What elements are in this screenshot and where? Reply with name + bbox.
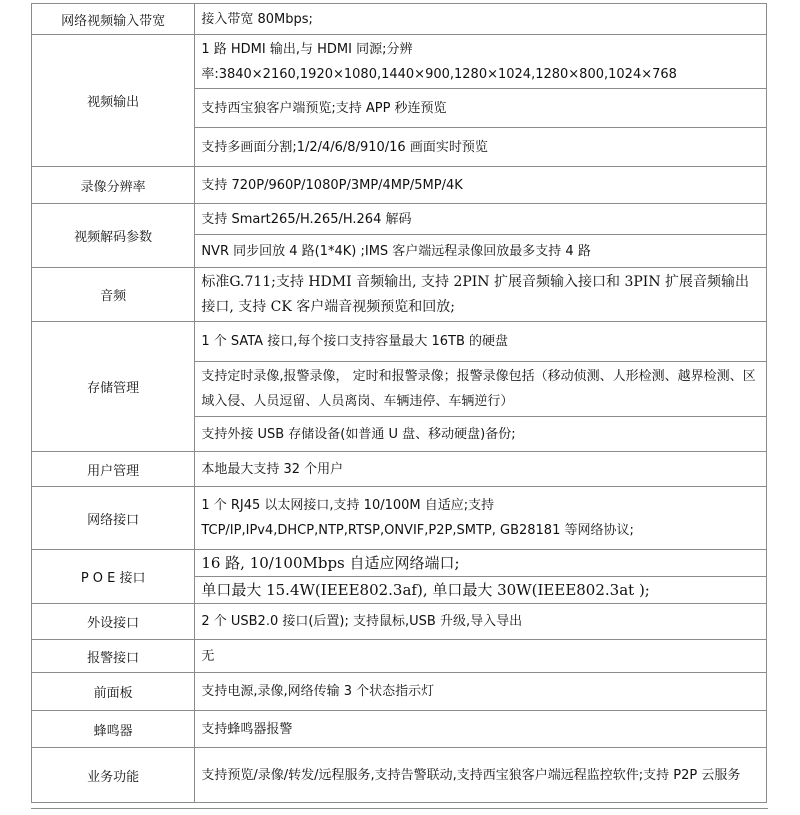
video-output-preview-value: 支持西宝狼客户端预览;支持 APP 秒连预览 <box>195 89 767 128</box>
video-output-split-value: 支持多画面分割;1/2/4/6/8/910/16 画面实时预览 <box>195 128 767 167</box>
poe-ports-value: 16 路, 10/100Mbps 自适应网络端口; <box>195 550 767 577</box>
row-label-network: 网络接口 <box>32 487 195 550</box>
row-label-decode: 视频解码参数 <box>32 204 195 268</box>
row-label-video-output: 视频输出 <box>32 35 195 167</box>
table-row <box>32 604 767 640</box>
table-row <box>32 4 767 35</box>
table-row <box>32 35 767 89</box>
front-panel-value: 支持电源,录像,网络传输 3 个状态指示灯 <box>195 673 767 711</box>
table-row <box>32 711 767 748</box>
table-row <box>32 167 767 204</box>
table-row <box>32 452 767 487</box>
audio-value: 标准G.711;支持 HDMI 音频输出, 支持 2PIN 扩展音频输入接口和 3PIN 扩展音频输出接口, 支持 CK 客户端音视频预览和回放; <box>195 268 767 322</box>
table-row <box>32 487 767 550</box>
row-label-business: 业务功能 <box>32 748 195 803</box>
table-row <box>32 673 767 711</box>
table-row <box>32 550 767 577</box>
storage-usb-backup-value: 支持外接 USB 存储设备(如普通 U 盘、移动硬盘)备份; <box>195 417 767 452</box>
bandwidth-value: 接入带宽 80Mbps; <box>195 4 767 35</box>
row-label-storage: 存储管理 <box>32 322 195 452</box>
row-label-peripheral: 外设接口 <box>32 604 195 640</box>
row-label-alarm: 报警接口 <box>32 640 195 673</box>
row-label-audio: 音频 <box>32 268 195 322</box>
alarm-value: 无 <box>195 640 767 673</box>
storage-sata-value: 1 个 SATA 接口,每个接口支持容量最大 16TB 的硬盘 <box>195 322 767 362</box>
table-row <box>32 268 767 322</box>
table-row <box>32 748 767 803</box>
business-value: 支持预览/录像/转发/远程服务,支持告警联动,支持西宝狼客户端远程监控软件;支持 P2P 云服务 <box>195 748 767 803</box>
storage-record-mode-value: 支持定时录像,报警录像， 定时和报警录像；报警录像包括（移动侦测、人形检测、越界检测、区域入侵、人员逗留、人员离岗、车辆违停、车辆逆行） <box>195 362 767 417</box>
row-label-buzzer: 蜂鸣器 <box>32 711 195 748</box>
table-row <box>32 204 767 235</box>
row-label-front-panel: 前面板 <box>32 673 195 711</box>
decode-codec-value: 支持 Smart265/H.265/H.264 解码 <box>195 204 767 235</box>
spec-table <box>31 3 767 803</box>
record-resolution-value: 支持 720P/960P/1080P/3MP/4MP/5MP/4K <box>195 167 767 204</box>
network-value: 1 个 RJ45 以太网接口,支持 10/100M 自适应;支持 TCP/IP,IPv4,DHCP,NTP,RTSP,ONVIF,P2P,SMTP, GB28181 等网络协议; <box>195 487 767 550</box>
row-label-bandwidth: 网络视频输入带宽 <box>32 4 195 35</box>
video-output-hdmi-value: 1 路 HDMI 输出,与 HDMI 同源;分辨率:3840×2160,1920×1080,1440×900,1280×1024,1280×800,1024×768 <box>195 35 767 89</box>
users-value: 本地最大支持 32 个用户 <box>195 452 767 487</box>
row-label-record-resolution: 录像分辨率 <box>32 167 195 204</box>
table-row <box>32 322 767 362</box>
buzzer-value: 支持蜂鸣器报警 <box>195 711 767 748</box>
bottom-rule <box>31 808 768 809</box>
decode-playback-value: NVR 同步回放 4 路(1*4K) ;IMS 客户端远程录像回放最多支持 4 路 <box>195 235 767 268</box>
peripheral-value: 2 个 USB2.0 接口(后置); 支持鼠标,USB 升级,导入导出 <box>195 604 767 640</box>
row-label-users: 用户管理 <box>32 452 195 487</box>
table-row <box>32 640 767 673</box>
poe-power-value: 单口最大 15.4W(IEEE802.3af), 单口最大 30W(IEEE802.3at ); <box>195 577 767 604</box>
row-label-poe: P O E 接口 <box>32 550 195 604</box>
